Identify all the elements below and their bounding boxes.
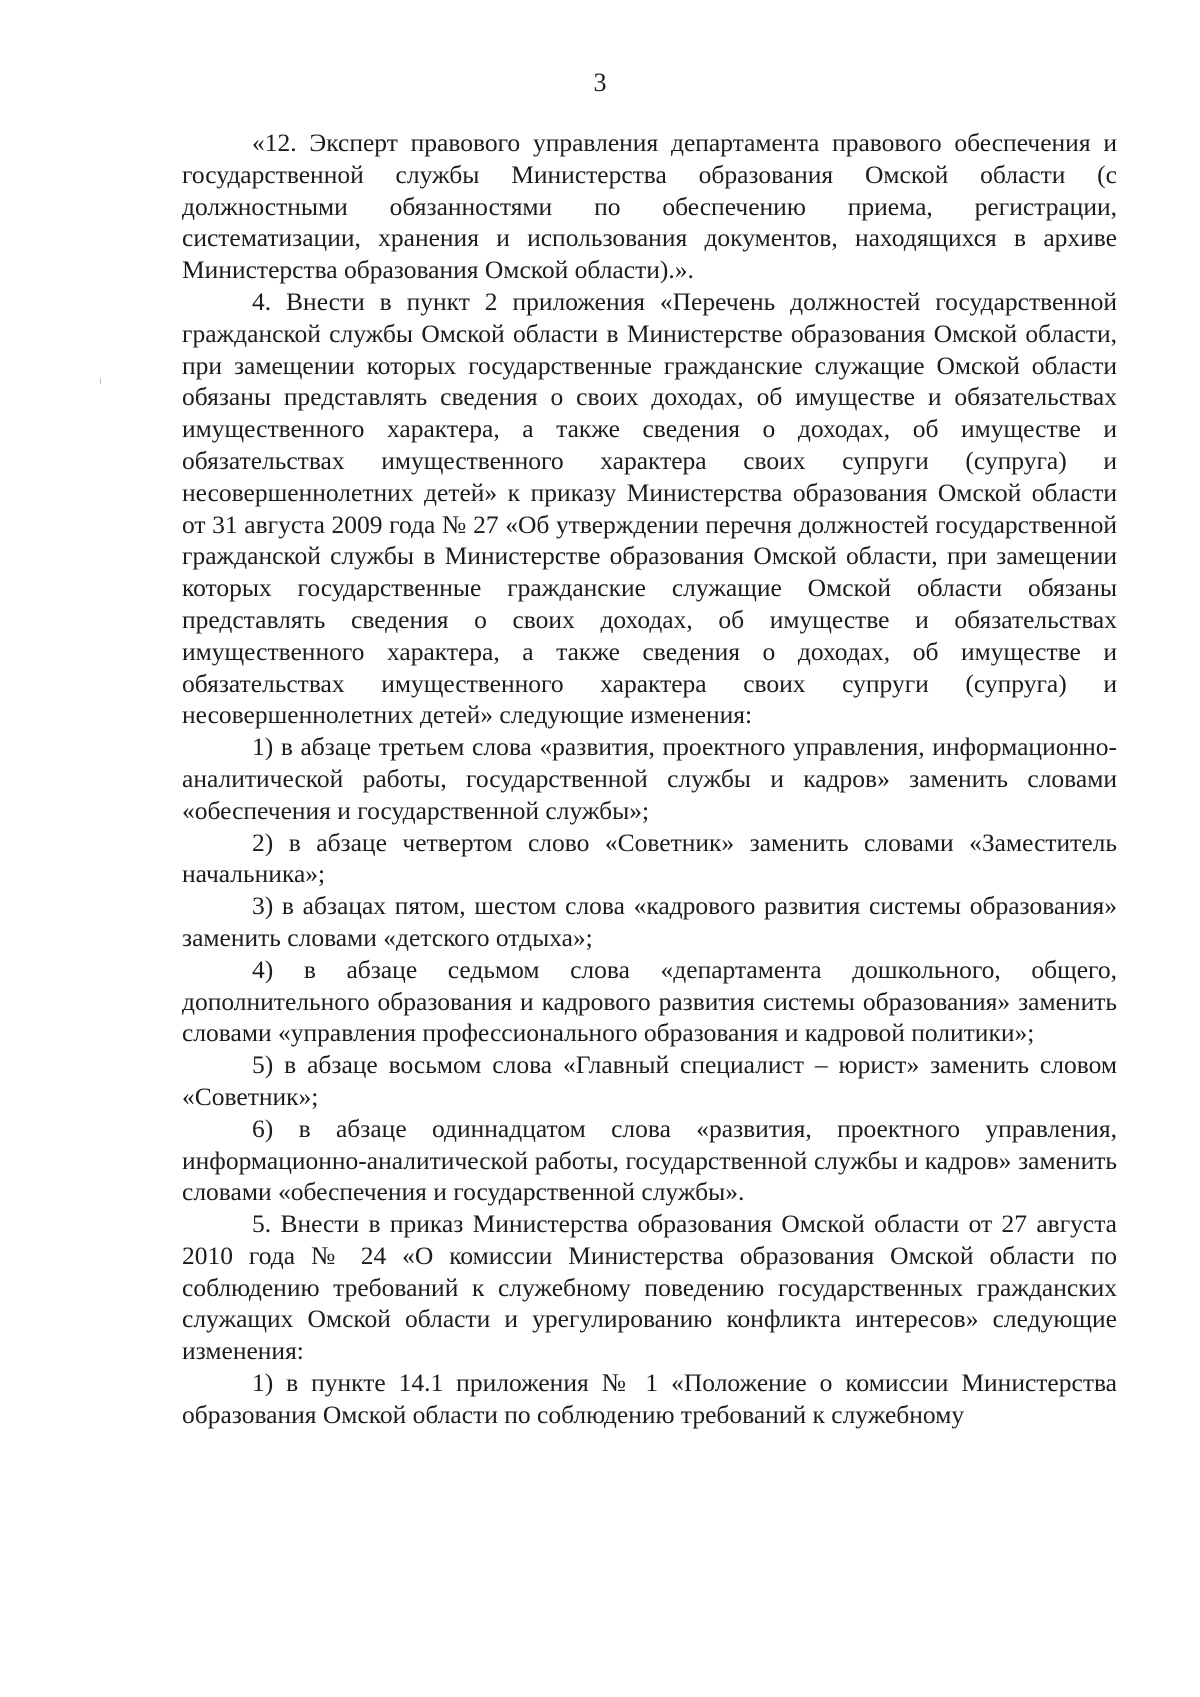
- subitem-4-5: 5) в абзаце восьмом слова «Главный специалист – юрист» заменить словом «Советник»;: [182, 1050, 1117, 1111]
- subitem-4-4: 4) в абзаце седьмом слова «департамента дошкольного, общего, дополнительного образования и кадрового развития системы образования» заменить словами «управления профессионального образования и кадровой политики»;: [182, 954, 1117, 1048]
- document-body: [182, 127, 1117, 1431]
- subitem-4-3: 3) в абзацах пятом, шестом слова «кадрового развития системы образования» заменить словами «детского отдыха»;: [182, 891, 1117, 952]
- subitem-4-6: 6) в абзаце одиннадцатом слова «развития, проектного управления, информационно-аналитической работы, государственной службы и кадров» заменить словами «обеспечения и государственной службы».: [182, 1113, 1117, 1207]
- paragraph-expert-position: «12. Эксперт правового управления департамента правового обеспечения и государственной службы Министерства образования Омской области (с должностными обязанностями по обеспечению приема, регистрации, систематизации, хранения и использования документов, находящихся в архиве Министерства образования Омской области).».: [182, 128, 1117, 285]
- subitem-4-2: 2) в абзаце четвертом слово «Советник» заменить словами «Заместитель начальника»;: [182, 827, 1117, 889]
- paragraph-item-5: 5. Внести в приказ Министерства образования Омской области от 27 августа 2010 года № 24 «О комиссии Министерства образования Омской области по соблюдению требований к служебному поведению государственных гражданских служащих Омской области и урегулированию конфликта интересов» следующие изменения:: [182, 1209, 1117, 1366]
- paragraph-item-4: 4. Внести в пункт 2 приложения «Перечень должностей государственной гражданской службы Омской области в Министерстве образования Омской области, при замещении которых государственные гражданские служащие Омской области обязаны представлять сведения о своих доходах, об имуществе и обязательствах имущественного характера, а также сведения о доходах, об имуществе и обязательствах имущественного характера своих супруги (супруга) и несовершеннолетних детей» к приказу Министерства образования Омской области от 31 августа 2009 года № 27 «Об утверждении перечня должностей государственной гражданской службы в Министерстве образования Омской области, при замещении которых государственные гражданские служащие Омской области обязаны представлять сведения о своих доходах, об имуществе и обязательствах имущественного характера, а также сведения о доходах, об имуществе и обязательствах имущественного характера своих супруги (супруга) и несовершеннолетних детей» следующие изменения:: [182, 286, 1117, 730]
- subitem-5-1: 1) в пункте 14.1 приложения № 1 «Положение о комиссии Министерства образования Омской области по соблюдению требований к служебному: [182, 1368, 1117, 1429]
- scan-mark: [100, 378, 101, 384]
- subitem-4-1: 1) в абзаце третьем слова «развития, проектного управления, информационно-аналитической работы, государственной службы и кадров» заменить словами «обеспечения и государственной службы»;: [182, 732, 1117, 825]
- page-number: 3: [593, 68, 607, 97]
